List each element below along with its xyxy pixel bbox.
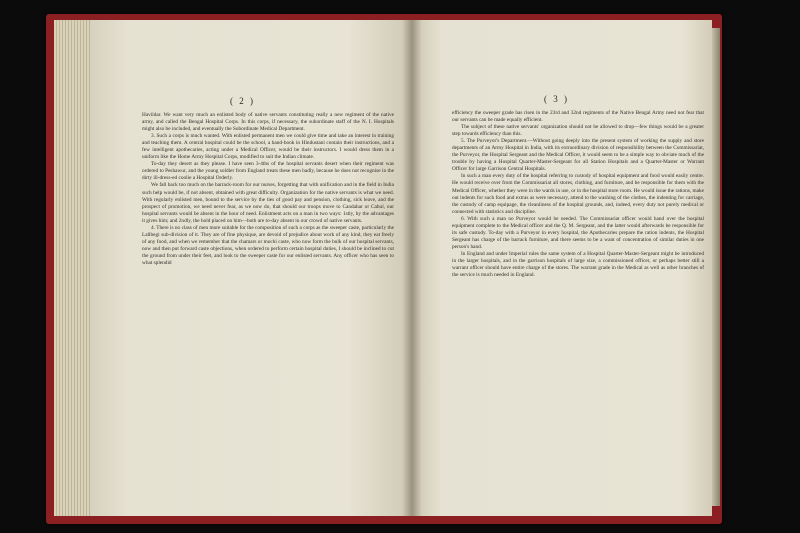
left-page [90,20,412,516]
paragraph: Havildar. We want very much an enlisted body of native servants constituting really a new regiment of the native army, and called the Bengal Hospital Corps. In this corps, if necessary, the subordinate staff of the N. I. Hospitals might also be included, and eventually the Subordinate Medical Department. [142,112,394,133]
paragraph: To-day they desert as they please. I have seen 3-4ths of the hospital servants desert when their regiment was ordered to Peshawur, and the young soldier from England treats these men badly, because he does not recognise in the dirty ill-dress-ed coolie a Hospital Orderly. [142,161,394,182]
left-page-text [142,112,394,267]
right-page [412,20,712,516]
paragraph: efficiency the sweeper grade has risen in the 23rd and 32nd regiments of the Native Bengal Army need not fear that our servants can be made equally efficient. [452,110,704,124]
paragraph: In England and under Imperial rules the same system of a Hospital Quarter-Master-Sergeant might be introduced in the larger hospitals, and in the garrison hospitals of large size, a commissioned officer, or perhaps better still a warrant officer should have entire charge of the stores. The warrant grade in the Medical as well as other branches of the service is much needed in England. [452,250,704,279]
paragraph: 4. There is no class of men more suitable for the composition of such a corps as the sweeper caste, particularly the Lallbegi sub-division of it. They are of fine physique, are devoid of prejudice about work of any kind, they eat freely of any food, and when we remember that the chamars or mochi caste, who now form the bulk of our hospital servants, now and then put forward caste objections, when ordered to perform certain hospital duties, I should be inclined to cut the ground from under their feet, and look to the sweeper caste for our enlisted servants. Any officer who has seen to what splendid [142,224,394,266]
page-number-left: ( 2 ) [230,96,255,106]
paragraph: 3. Such a corps is much wanted. With enlisted permanent men we could give time and take an interest in training and teaching them. A central hospital could be the school, a hand-book in Hindustani contain their instructions, and a few intelligent apothecaries, acting under a Medical Officer, would be their instructors. I would dress them in a uniform like the Home Army Hospital Corps, modified to suit the Indian climate. [142,133,394,161]
paragraph: In such a man every duty of the hospital referring to custody of hospital equipment and food would easily centre. He would receive over from the Commissariat all stores, clothing, and furniture, and be responsible for them with the Medical Officer, whether they were in the wards in use, or in the hospital store room. He would issue the rations, make out indents for such food and extras as were necessary, attend to the washing of the clothes, the indenting for carriage, the custody of camp equipage, the cleanliness of the hospital grounds, and, indeed, every duty not purely medical or connected with statistics and discipline. [452,173,704,215]
paragraph: 5. The Purveyor's Department.—Without going deeply into the present system of working the supply and store departments of an Army Hospital in India, with its extraordinary division of responsibility between the Commissariat, the Purveyor, the Hospital Sergeant and the Medical Officer, it would seem to be a simple way to obviate much of the trouble by having a Hospital Quarter-Master-Sergeant for all Station Hospitals and a Quarter-Master or Warrant Officer for large Garrison Central Hospitals. [452,138,704,173]
paragraph: We fall back too much on the barrack-room for our nurses, forgetting that with unification and in the field in India such help would be, if not absent, obtained with great difficulty. Organization for the native servants is what we need. With regularly enlisted men, bound to the service by the ties of good pay and pension, clothing, sick leave, and the prospect of promotion, we need never fear, as we now do, that should our troops move to Candahar or Cabul, our hospital servants would be absent in the hour of need. Enlistment acts on a man in two ways: 1stly, by the advantages it gives him; and 2ndly, the hold placed on him—both are to-day absent in our crowd of native servants. [142,182,394,224]
right-page-text [452,110,704,279]
paragraph: 6. With such a man no Purveyor would be needed. The Commissariat officer would hand over the hospital equipment complete to the Medical officer and the Q. M. Sergeant, and the latter would afterwards be responsible for its safe custody. To-day with a Purveyor in every hospital, the Apothecaries prepare the ration indents, the Hospital Sergeant has charge of the barrack furniture, and there seems to be a want of concentration of similar duties in one person's hand. [452,215,704,250]
open-book [46,14,722,524]
paragraph: The subject of these native servants' organization should not be allowed to drop—few things would be a greater step towards efficiency than this. [452,124,704,138]
book-gutter [402,20,422,516]
page-number-right: ( 3 ) [544,94,569,104]
